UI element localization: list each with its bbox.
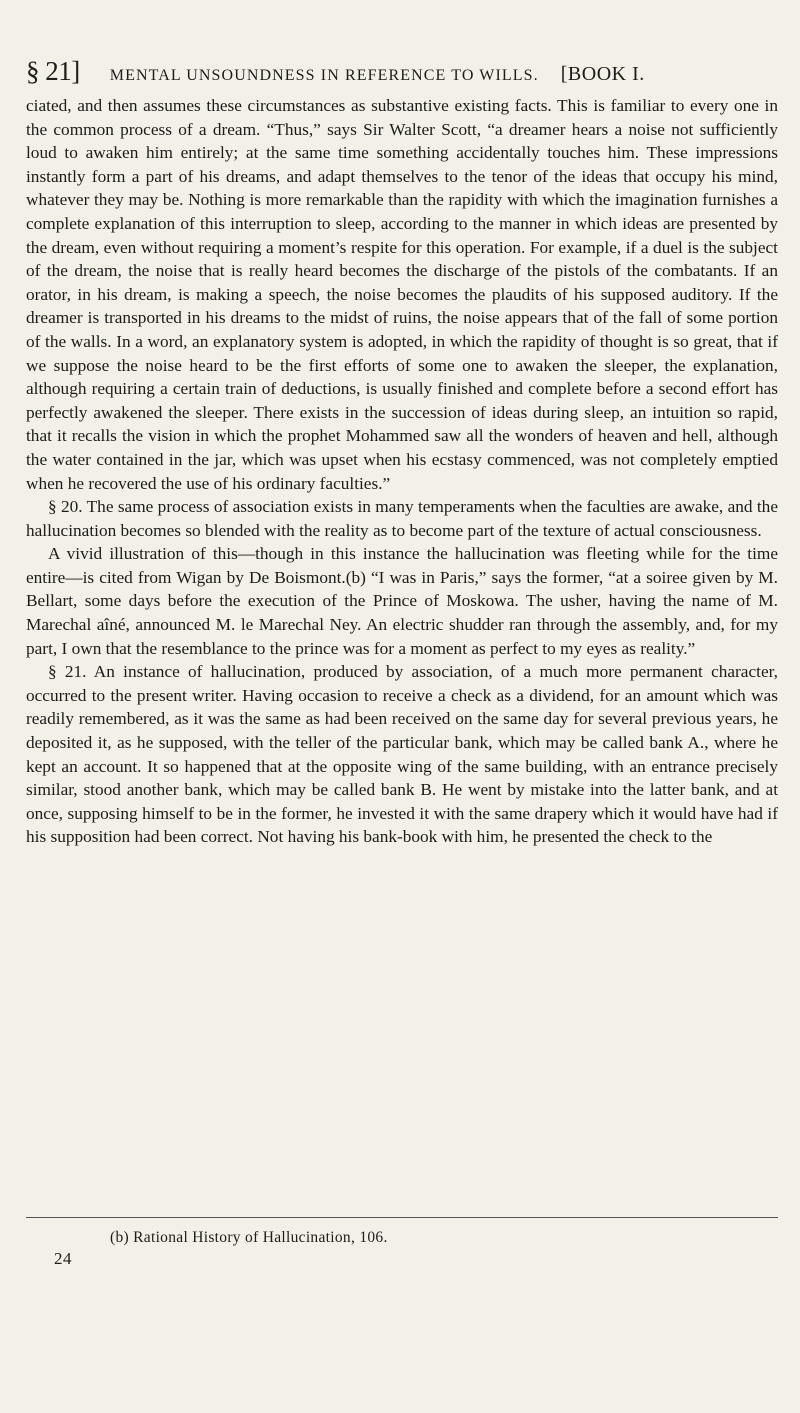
header-title: MENTAL UNSOUNDNESS IN REFERENCE TO WILLS. [109,67,539,84]
paragraph-section-21: § 21. An instance of hallucination, produced by association, of a much more permanent character, occurred to the present writer. Having occasion to receive a check as a dividend, for an amount which was readily remembered, as it was the same as had been received on the same day for several previous years, he deposited it, as he supposed, with the teller of the particular bank, which may be called bank A., where he kept an account. It so happened that at the opposite wing of the same building, with an entrance precisely similar, stood another bank, which may be called bank B. He went by mistake into the latter bank, and at once, supposing himself to be in the former, he invested it with the same drapery which it would have had if his supposition had been correct. Not having his bank-book with him, he presented the check to the [26,662,778,847]
paragraph-illustration: A vivid illustration of this—though in this instance the hallucination was fleeting while for the time entire—is cited from Wigan by De Boismont.(b) “I was in Paris,” says the former, “at a soiree given by M. Bellart, some days before the execution of the Prince of Moskowa. The usher, having the name of M. Marechal aîné, announced M. le Marechal Ney. An electric shudder ran through the assembly, and, for my part, I own that the resemblance to the prince was for a moment as perfect to my eyes as reality.” [26,544,778,658]
header-section-number: § 21] [26,56,80,86]
running-header [26,56,782,87]
footnote: (b) Rational History of Hallucination, 106. [110,1229,388,1246]
paragraph-continued: ciated, and then assumes these circumstances as substantive existing facts. This is familiar to every one in the common process of a dream. “Thus,” says Sir Walter Scott, “a dreamer hears a noise not sufficiently loud to awaken him entirely; at the same time something accidentally touches him. These impressions instantly form a part of his dreams, and adapt themselves to the tenor of the ideas that occupy his mind, whatever they may be. Nothing is more remarkable than the rapidity with which the imagination furnishes a complete explanation of this interruption to sleep, according to the manner in which ideas are presented by the dream, even without requiring a moment’s respite for this operation. For example, if a duel is the subject of the dream, the noise that is really heard becomes the discharge of the pistols of the combatants. If an orator, in his dream, is making a speech, the noise becomes the plaudits of his supposed auditory. If the dreamer is transported in his dreams to the midst of ruins, the noise appears that of the fall of some portion of the walls. In a word, an explanatory system is adopted, in which the rapidity of thought is so great, that if we suppose the noise heard to be the first efforts of some one to awaken the sleeper, the explanation, although requiring a certain train of deductions, is usually finished and complete before a second effort has perfectly awakened the sleeper. There exists in the succession of ideas during sleep, an intuition so rapid, that it recalls the vision in which the prophet Mohammed saw all the wonders of heaven and hell, although the water contained in the jar, which was upset when his ecstasy commenced, was not completely emptied when he recovered the use of his ordinary faculties.” [26,96,778,493]
body-text [26,94,778,849]
footnote-divider [26,1217,778,1218]
header-book-number: [BOOK I. [560,63,645,85]
paragraph-section-20: § 20. The same process of association exists in many temperaments when the faculties are awake, and the hallucination becomes so blended with the reality as to become part of the texture of actual consciousness. [26,497,778,540]
page-number: 24 [54,1249,72,1268]
